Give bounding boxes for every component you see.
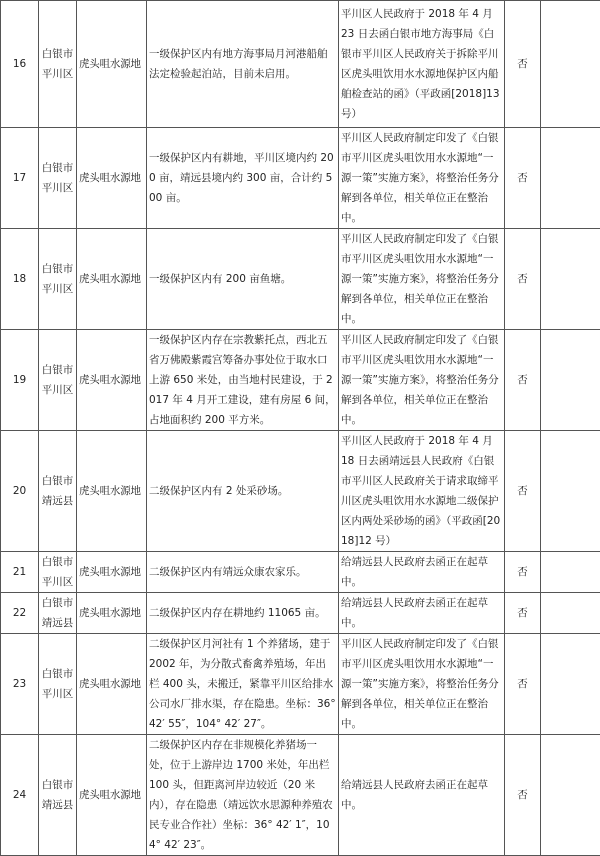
region-cell: 白银市靖远县: [39, 431, 77, 552]
remarks-cell: [541, 229, 600, 330]
completed-flag-cell: 否: [505, 431, 541, 552]
row-number: 17: [1, 128, 39, 229]
completed-flag-cell: 否: [505, 735, 541, 856]
water-source-cell: 虎头咀水源地: [77, 431, 147, 552]
table-row: [1, 593, 600, 634]
region-cell: 白银市平川区: [39, 552, 77, 593]
completed-flag-cell: 否: [505, 128, 541, 229]
remarks-cell: [541, 431, 600, 552]
region-cell: 白银市平川区: [39, 229, 77, 330]
row-number: 20: [1, 431, 39, 552]
water-source-cell: 虎头咀水源地: [77, 330, 147, 431]
completed-flag-cell: 否: [505, 552, 541, 593]
row-number: 22: [1, 593, 39, 634]
table-row: [1, 552, 600, 593]
issue-description-cell: 二级保护区月河社有 1 个养猪场，建于 2002 年，为分散式畜禽养殖场，年出栏 400 头，未搬迁，紧靠平川区给排水公司水厂排水渠，存在隐患。坐标：36° 42′ 55″，104° 42′ 27″。: [147, 634, 339, 735]
row-number: 18: [1, 229, 39, 330]
remarks-cell: [541, 593, 600, 634]
rectification-progress-cell: 平川区人民政府于 2018 年 4 月 18 日去函靖远县人民政府《白银市平川区人民政府关于请求取缔平川区虎头咀饮用水水源地二级保护区内两处采砂场的函》（平政函[2018]12 号）: [339, 431, 505, 552]
completed-flag-cell: 否: [505, 1, 541, 128]
water-source-cell: 虎头咀水源地: [77, 735, 147, 856]
table-row: [1, 431, 600, 552]
remarks-cell: [541, 552, 600, 593]
table-row: [1, 330, 600, 431]
region-cell: 白银市平川区: [39, 1, 77, 128]
issue-description-cell: 二级保护区内存在非规模化养猪场一处，位于上游岸边 1700 米处，年出栏 100 头，但距离河岸边较近（20 米内），存在隐患（靖远饮水思源种养殖农民专业合作社）坐标：36° 42′ 1″，104° 42′ 23″。: [147, 735, 339, 856]
region-cell: 白银市平川区: [39, 330, 77, 431]
completed-flag-cell: 否: [505, 330, 541, 431]
remarks-cell: [541, 330, 600, 431]
table-row: [1, 634, 600, 735]
rectification-progress-cell: 给靖远县人民政府去函正在起草中。: [339, 735, 505, 856]
rectification-progress-cell: 平川区人民政府制定印发了《白银市平川区虎头咀饮用水水源地“一源一策”实施方案》，将整治任务分解到各单位，相关单位正在整治中。: [339, 634, 505, 735]
completed-flag-cell: 否: [505, 634, 541, 735]
completed-flag-cell: 否: [505, 593, 541, 634]
row-number: 19: [1, 330, 39, 431]
rectification-progress-cell: 平川区人民政府制定印发了《白银市平川区虎头咀饮用水水源地“一源一策”实施方案》，将整治任务分解到各单位，相关单位正在整治中。: [339, 128, 505, 229]
table-row: [1, 128, 600, 229]
water-source-cell: 虎头咀水源地: [77, 552, 147, 593]
water-source-cell: 虎头咀水源地: [77, 634, 147, 735]
issue-description-cell: 一级保护区内有耕地，平川区境内约 200 亩，靖远县境内约 300 亩，合计约 500 亩。: [147, 128, 339, 229]
region-cell: 白银市靖远县: [39, 735, 77, 856]
remarks-cell: [541, 128, 600, 229]
issue-description-cell: 一级保护区内有 200 亩鱼塘。: [147, 229, 339, 330]
water-source-cell: 虎头咀水源地: [77, 1, 147, 128]
water-source-cell: 虎头咀水源地: [77, 229, 147, 330]
rectification-progress-cell: 平川区人民政府制定印发了《白银市平川区虎头咀饮用水水源地“一源一策”实施方案》，将整治任务分解到各单位，相关单位正在整治中。: [339, 330, 505, 431]
remarks-cell: [541, 1, 600, 128]
row-number: 23: [1, 634, 39, 735]
table-row: [1, 735, 600, 856]
row-number: 21: [1, 552, 39, 593]
water-source-cell: 虎头咀水源地: [77, 128, 147, 229]
issue-description-cell: 一级保护区内存在宗教紫托点，西北五省万佛殿紫霞宫筹备办事处位于取水口上游 650 米处，由当地村民建设，于 2017 年 4 月开工建设，建有房屋 6 间，占地面积约 200 平方米。: [147, 330, 339, 431]
table-row: [1, 1, 600, 128]
row-number: 24: [1, 735, 39, 856]
region-cell: 白银市平川区: [39, 128, 77, 229]
region-cell: 白银市平川区: [39, 634, 77, 735]
issue-description-cell: 二级保护区内有靖远众康农家乐。: [147, 552, 339, 593]
rectification-progress-cell: 给靖远县人民政府去函正在起草中。: [339, 593, 505, 634]
row-number: 16: [1, 1, 39, 128]
completed-flag-cell: 否: [505, 229, 541, 330]
water-source-cell: 虎头咀水源地: [77, 593, 147, 634]
table-body: [1, 1, 600, 856]
remarks-cell: [541, 634, 600, 735]
rectification-progress-cell: 平川区人民政府于 2018 年 4 月 23 日去函白银市地方海事局《白银市平川区人民政府关于拆除平川区虎头咀饮用水水源地保护区内船舶检查站的函》（平政函[2018]13号）: [339, 1, 505, 128]
issue-description-cell: 一级保护区内有地方海事局月河港船舶法定检验起泊站，目前未启用。: [147, 1, 339, 128]
issue-description-cell: 二级保护区内有 2 处采砂场。: [147, 431, 339, 552]
rectification-progress-cell: 给靖远县人民政府去函正在起草中。: [339, 552, 505, 593]
rectification-progress-cell: 平川区人民政府制定印发了《白银市平川区虎头咀饮用水水源地“一源一策”实施方案》，将整治任务分解到各单位，相关单位正在整治中。: [339, 229, 505, 330]
table-row: [1, 229, 600, 330]
issue-description-cell: 二级保护区内存在耕地约 11065 亩。: [147, 593, 339, 634]
remarks-cell: [541, 735, 600, 856]
region-cell: 白银市靖远县: [39, 593, 77, 634]
